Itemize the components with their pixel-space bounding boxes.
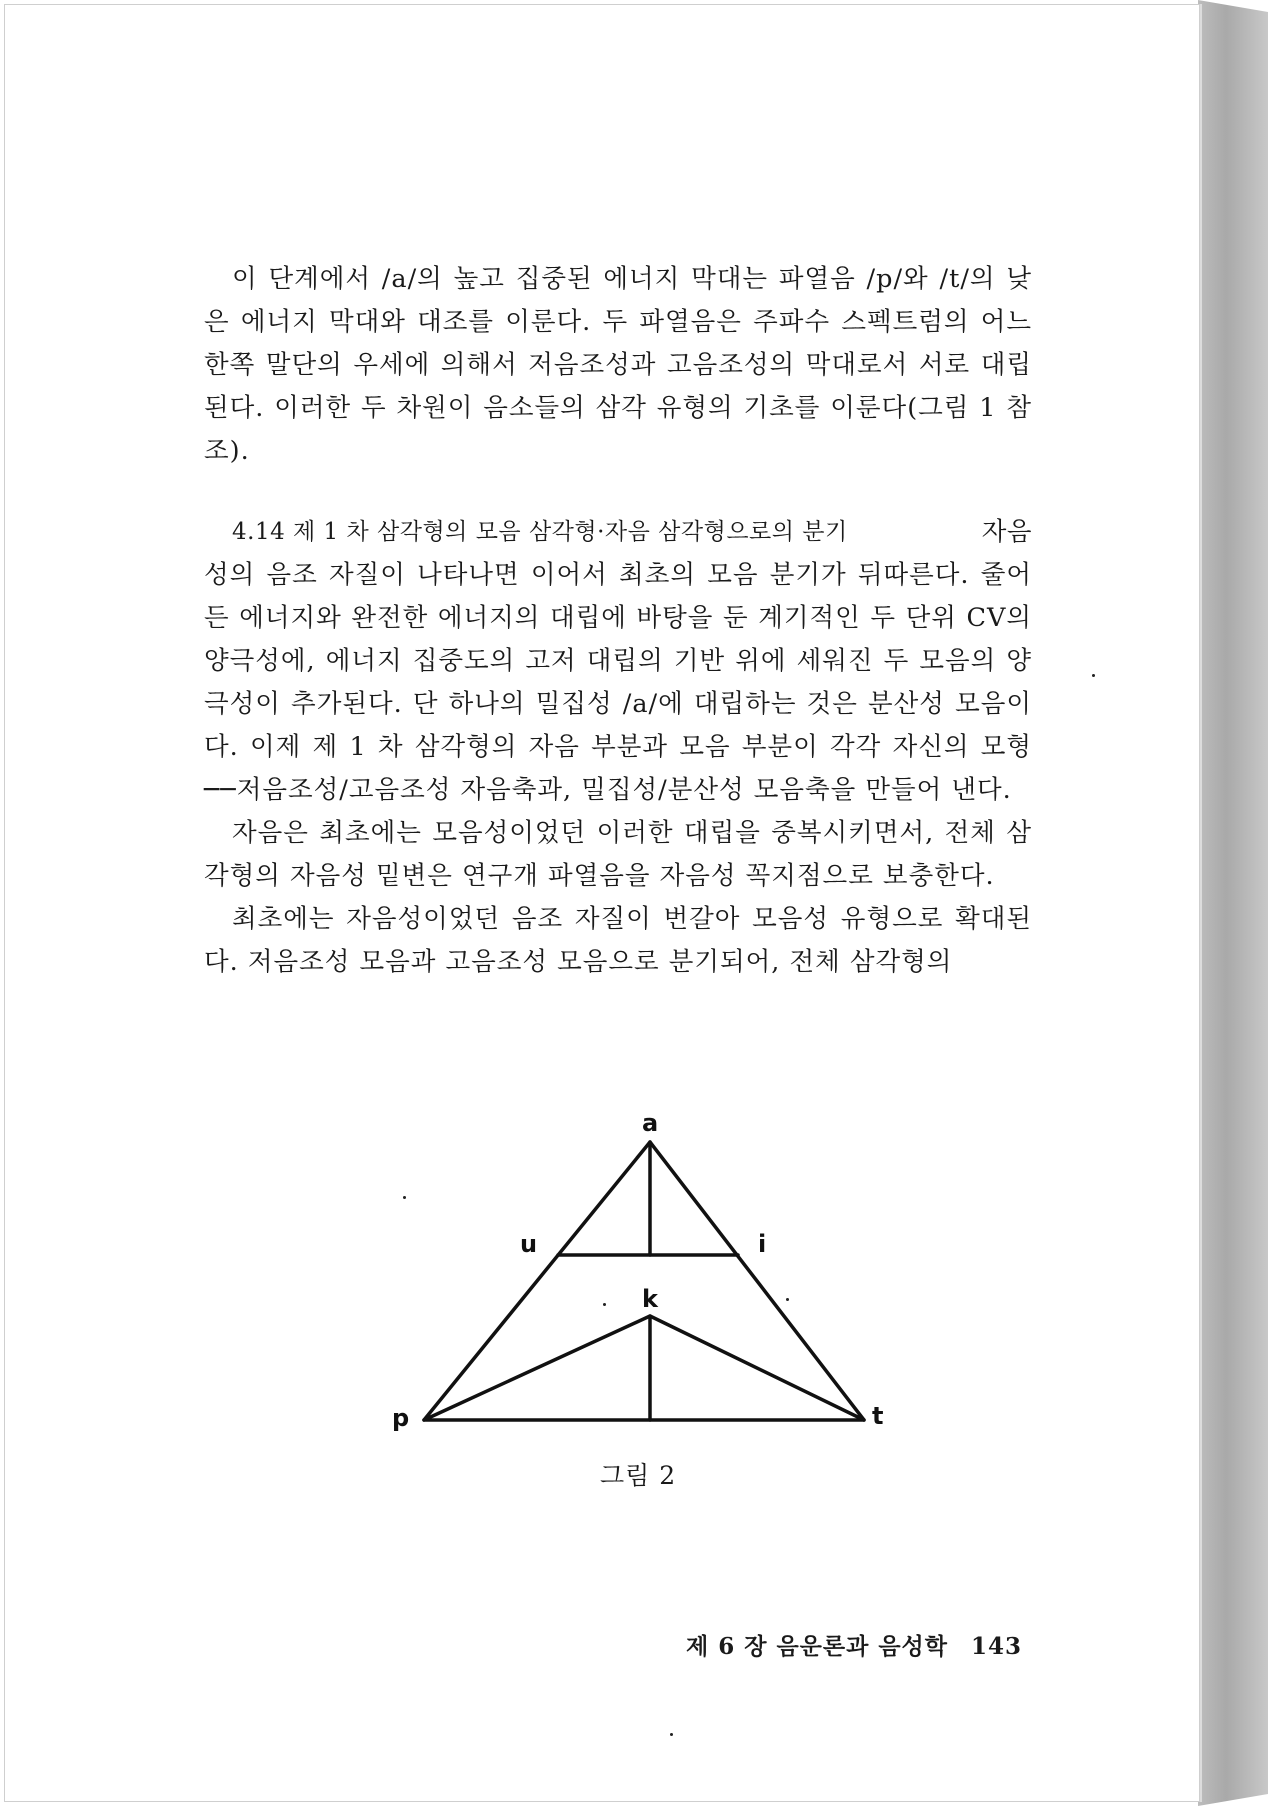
scan-speck xyxy=(403,1196,406,1199)
paragraph: 최초에는 자음성이었던 음조 자질이 번갈아 모음성 유형으로 확대된다. 저음조성 모음과 고음조성 모음으로 분기되어, 전체 삼각형의 xyxy=(204,904,1032,977)
section-lead-word: 자음 xyxy=(981,517,1032,547)
label-u: u xyxy=(520,1230,538,1258)
label-i: i xyxy=(758,1230,767,1258)
label-a: a xyxy=(642,1109,659,1137)
running-footer-chapter: 제 6 장 음운론과 음성학 xyxy=(686,1633,948,1660)
paragraph: 이 단계에서 /a/의 높고 집중된 에너지 막대는 파열음 /p/와 /t/의 낮은 에너지 막대와 대조를 이룬다. 두 파열음은 주파수 스펙트럼의 어느 한쪽 말단의 우세에 의해서 저음조성과 고음조성의 막대로서 서로 대립된다. 이러한 두 차원이 음소들의 삼각 유형의 기초를 이룬다(그림 1 참조). xyxy=(204,264,1032,466)
paragraph: 자음은 최초에는 모음성이었던 이러한 대립을 중복시키면서, 전체 삼각형의 자음성 밑변은 연구개 파열음을 자음성 꼭지점으로 보충한다. xyxy=(204,818,1032,891)
page-footer xyxy=(686,1628,1022,1661)
figure-caption: 그림 2 xyxy=(600,1461,677,1490)
text-block-section xyxy=(204,511,1032,984)
section-heading-line xyxy=(204,511,1032,554)
book-page-edge xyxy=(1198,0,1268,1806)
triangle-figure xyxy=(380,1102,900,1502)
label-p: p xyxy=(392,1404,410,1432)
scan-speck xyxy=(670,1733,673,1736)
paragraph: 성의 음조 자질이 나타나면 이어서 최초의 모음 분기가 뒤따른다. 줄어든 에너지와 완전한 에너지의 대립에 바탕을 둔 계기적인 두 단위 CV의 양극성에, 에너지 집중도의 고저 대립의 기반 위에 세워진 두 모음의 양극성이 추가된다. 단 하나의 밀집성 /a/에 대립하는 것은 분산성 모음이다. 이제 제 1 차 삼각형의 자음 부분과 모음 부분이 각각 자신의 모형──저음조성/고음조성 자음축과, 밀집성/분산성 모음축을 만들어 낸다. xyxy=(204,560,1032,805)
scan-speck xyxy=(1092,674,1095,677)
scan-speck xyxy=(786,1298,789,1301)
triangle-diagram xyxy=(380,1102,900,1442)
label-t: t xyxy=(872,1402,884,1430)
section-heading: 4.14 제 1 차 삼각형의 모음 삼각형·자음 삼각형으로의 분기 xyxy=(232,519,848,545)
outer-triangle xyxy=(424,1142,864,1420)
page-number: 143 xyxy=(971,1633,1023,1660)
label-k: k xyxy=(642,1285,658,1313)
text-block-top xyxy=(204,258,1032,473)
scan-speck xyxy=(603,1303,606,1306)
